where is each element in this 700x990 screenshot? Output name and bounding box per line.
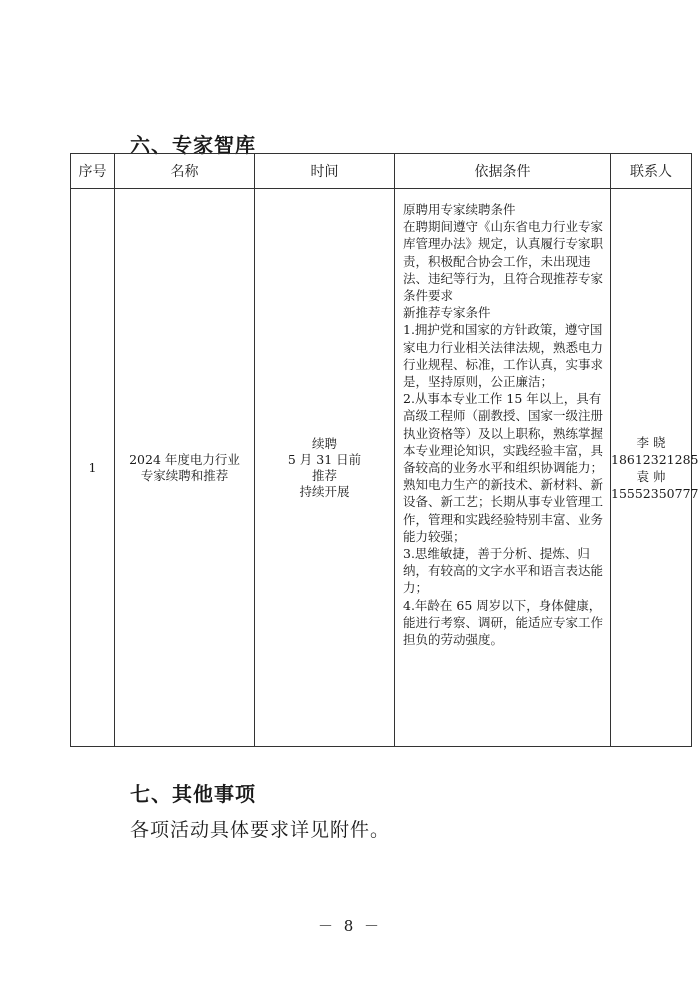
condition-line: 原聘用专家续聘条件 — [403, 202, 516, 217]
condition-line: 3.思维敏捷，善于分析、提炼、归纳，有较高的文字水平和语言表达能力； — [403, 546, 604, 596]
condition-line: 2.从事本专业工作 15 年以上，具有高级工程师（副教授、国家一级注册执业资格等）及以上职称，熟练掌握本专业理论知识，实践经验丰富，具备较高的业务水平和组织协调能力；熟知电力生产的新技术、新材料、新设备、新工艺；长期从事专业管理工作，管理和实践经验特别丰富、业务能力较强； — [403, 391, 604, 544]
condition-line: 4.年龄在 65 周岁以下，身体健康，能进行考察、调研，能适应专家工作担负的劳动强度。 — [403, 597, 604, 648]
row-contact — [611, 189, 699, 747]
row-conditions — [395, 189, 611, 747]
contact-phone: 15552350777 — [611, 485, 699, 501]
condition-line: 在聘期间遵守《山东省电力行业专家库管理办法》规定，认真履行专家职责，积极配合协会工作，未出现违法、违纪等行为，且符合现推荐专家条件要求 — [403, 219, 604, 304]
header-index: 序号 — [71, 154, 115, 189]
contact-name: 袁 帅 — [636, 468, 666, 484]
page-number: － 8 － — [317, 917, 383, 935]
header-time: 时间 — [255, 154, 395, 189]
contact-phone: 18612321285 — [611, 451, 699, 467]
time-line: 5 月 31 日前 — [287, 451, 362, 467]
contact-name: 李 晓 — [636, 434, 666, 450]
header-name: 名称 — [115, 154, 255, 189]
section-7-body: 各项活动具体要求详见附件。 — [130, 819, 391, 841]
header-contact: 联系人 — [611, 154, 692, 189]
condition-line: 1.拥护党和国家的方针政策，遵守国家电力行业相关法律法规，熟悉电力行业规程、标准，工作认真，实事求是，坚持原则，公正廉洁； — [403, 322, 604, 390]
table-header-row — [71, 154, 692, 189]
section-7-heading: 七、其他事项 — [130, 782, 256, 806]
condition-line: 新推荐专家条件 — [403, 305, 491, 321]
table-row — [71, 189, 692, 747]
time-line: 续聘 — [311, 435, 337, 451]
expert-table — [70, 153, 699, 747]
header-conditions: 依据条件 — [395, 154, 611, 189]
row-name — [115, 189, 255, 747]
row-time — [255, 189, 395, 747]
row-index: 1 — [71, 189, 115, 747]
row-name-text: 2024 年度电力行业专家续聘和推荐 — [129, 451, 240, 483]
time-line: 推荐 — [311, 467, 337, 483]
section-6-heading: 六、专家智库 — [130, 133, 256, 157]
time-line: 持续开展 — [299, 483, 350, 499]
